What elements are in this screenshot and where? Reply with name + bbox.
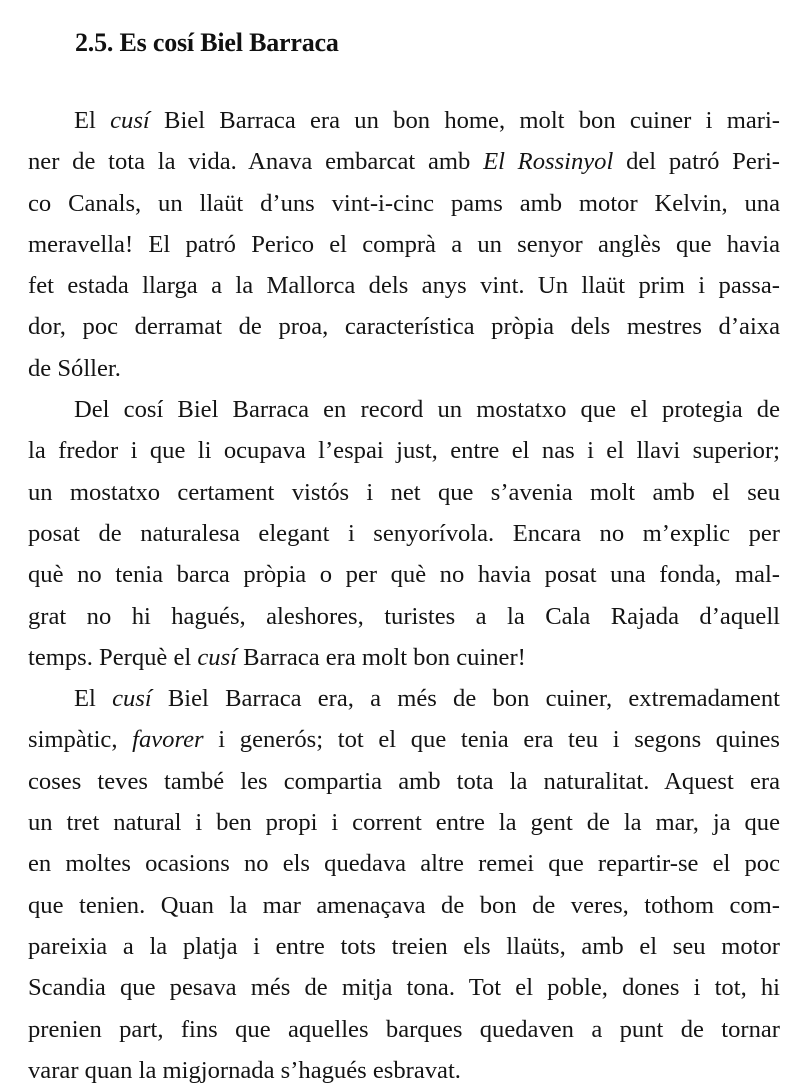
text-run: coses teves també les compartia amb tota la naturalitat. Aquest era	[28, 767, 780, 795]
text-line	[28, 719, 780, 760]
text-run: co Canals, un llaüt d’uns vint-i-cinc pams amb motor Kelvin, una	[28, 189, 780, 217]
text-run: que tenien. Quan la mar amenaçava de bon de veres, tothom com-	[28, 891, 780, 919]
text-run: Barraca era molt bon cuiner!	[237, 643, 526, 671]
paragraph	[28, 678, 780, 1091]
text-line	[28, 348, 780, 389]
italic-text: cusí	[112, 685, 152, 713]
paragraph	[28, 100, 780, 389]
paragraph	[28, 389, 780, 678]
text-run: fet estada llarga a la Mallorca dels anys vint. Un llaüt prim i passa-	[28, 272, 780, 300]
text-run: pareixia a la platja i entre tots treien els llaüts, amb el seu motor	[28, 932, 780, 960]
text-run: El	[74, 107, 111, 134]
text-line	[28, 265, 780, 306]
text-line	[28, 472, 780, 513]
text-line	[28, 100, 780, 141]
text-run: dor, poc derramat de proa, característica pròpia dels mestres d’aixa	[28, 313, 780, 341]
text-run: meravella! El patró Perico el comprà a un senyor anglès que havia	[28, 230, 780, 258]
text-line	[28, 224, 780, 265]
text-run: El	[74, 685, 113, 713]
text-line	[28, 967, 780, 1008]
italic-text: El Rossinyol	[483, 148, 614, 176]
italic-text: cusí	[197, 643, 238, 671]
text-line	[28, 678, 780, 719]
italic-text: cusí	[110, 107, 150, 134]
text-run: grat no hi hagués, aleshores, turistes a la Cala Rajada d’aquell	[28, 602, 780, 630]
text-run: del patró Peri-	[613, 148, 780, 176]
text-line	[28, 926, 780, 967]
text-run: varar quan la migjornada s’hagués esbravat.	[28, 1056, 461, 1084]
text-run: Del cosí Biel Barraca en record un mostatxo que el protegia de	[74, 396, 780, 424]
text-run: i generós; tot el que tenia era teu i segons quines	[203, 726, 780, 754]
text-run: temps. Perquè el	[28, 643, 198, 671]
text-run: un tret natural i ben propi i corrent entre la gent de la mar, ja que	[28, 809, 780, 837]
text-run: de Sóller.	[28, 354, 121, 382]
text-line	[28, 637, 780, 678]
text-line	[28, 843, 780, 884]
text-line	[28, 430, 780, 471]
text-line	[28, 513, 780, 554]
text-run: Scandia que pesava més de mitja tona. Tot el poble, dones i tot, hi	[28, 974, 780, 1002]
text-run: posat de naturalesa elegant i senyorívola. Encara no m’explic per	[28, 519, 780, 547]
text-line	[28, 1050, 780, 1091]
text-run: prenien part, fins que aquelles barques quedaven a punt de tornar	[28, 1015, 780, 1043]
text-line	[28, 802, 780, 843]
text-line	[28, 885, 780, 926]
text-line	[28, 183, 780, 224]
text-run: Biel Barraca era un bon home, molt bon cuiner i mari-	[149, 107, 780, 134]
text-line	[28, 141, 780, 182]
text-run: un mostatxo certament vistós i net que s’avenia molt amb el seu	[28, 478, 780, 506]
text-run: simpàtic,	[28, 726, 133, 754]
text-run: què no tenia barca pròpia o per què no havia posat una fonda, mal-	[28, 561, 780, 589]
text-line	[28, 761, 780, 802]
text-run: la fredor i que li ocupava l’espai just, entre el nas i el llavi superior;	[28, 437, 780, 465]
text-line	[28, 389, 780, 430]
text-line	[28, 596, 780, 637]
text-line	[28, 554, 780, 595]
italic-text: favorer	[132, 726, 204, 754]
text-line	[28, 1009, 780, 1050]
body-text	[28, 100, 780, 1091]
section-heading: 2.5. Es cosí Biel Barraca	[75, 28, 339, 57]
text-line	[28, 306, 780, 347]
text-run: en moltes ocasions no els quedava altre remei que repartir-se el poc	[28, 850, 780, 878]
text-run: ner de tota la vida. Anava embarcat amb	[28, 148, 484, 176]
text-run: Biel Barraca era, a més de bon cuiner, extremadament	[151, 685, 780, 713]
